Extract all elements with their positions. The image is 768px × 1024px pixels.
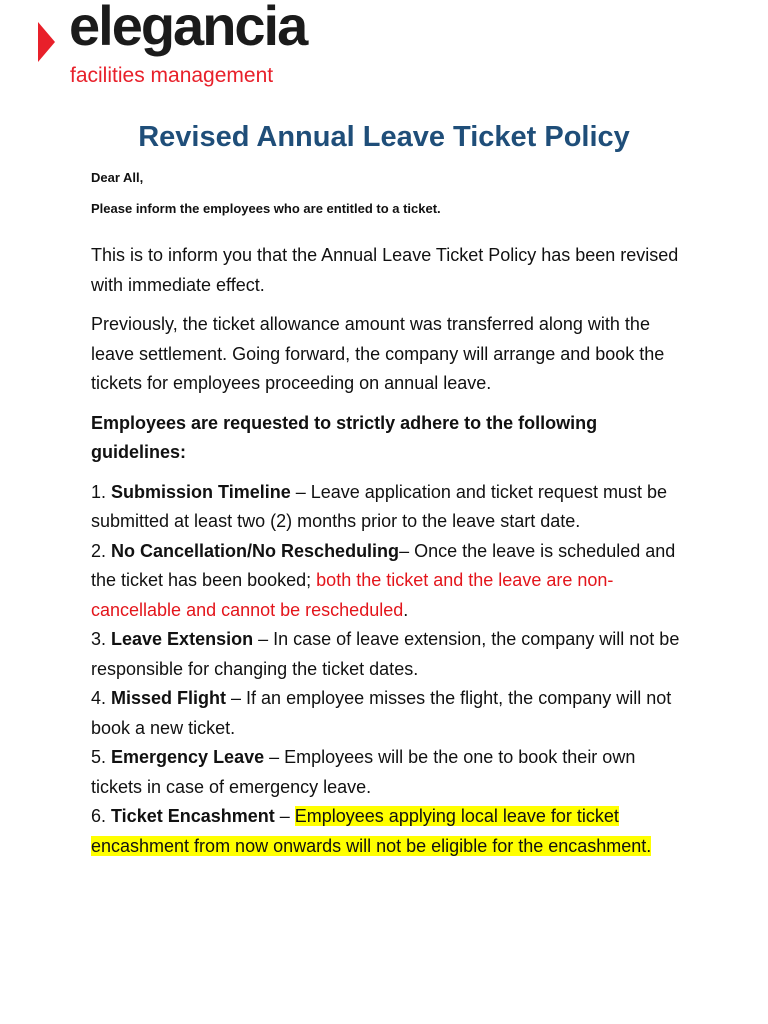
guideline-text: Once the leave is scheduled and the ticket has been booked; [91, 540, 676, 590]
guideline-separator: – [274, 806, 295, 826]
logo-wordmark: elegancia [69, 0, 307, 57]
guideline-highlighted-text: Employees applying local leave for ticket encashment from now onwards will not be eligible for the encashment. [91, 806, 652, 856]
guideline-term: Ticket Encashment [111, 806, 275, 826]
guideline-item [91, 537, 686, 626]
document-title: Revised Annual Leave Ticket Policy [138, 121, 630, 153]
guideline-number: 6. [91, 806, 112, 826]
company-logo [38, 0, 338, 88]
guideline-text: Leave application and ticket request must be submitted at least two (2) months prior to the leave start date. [91, 481, 667, 531]
guideline-term: No Cancellation/No Rescheduling [111, 540, 400, 561]
guideline-text: Employees will be the one to book their own tickets in case of emergency leave. [91, 747, 636, 797]
guideline-separator: – [253, 629, 274, 649]
document-body [91, 168, 686, 861]
guideline-separator: – [290, 481, 311, 502]
guideline-warning-text: both the ticket and the leave are non-cancellable and cannot be rescheduled [91, 570, 614, 620]
guideline-period: . [403, 599, 409, 620]
greeting: Dear All, [91, 170, 144, 185]
guideline-separator: – [226, 688, 247, 708]
guideline-item [91, 625, 686, 684]
guideline-item [91, 802, 686, 861]
guideline-term: Missed Flight [111, 688, 227, 708]
guideline-text: If an employee misses the flight, the company will not book a new ticket. [91, 688, 672, 738]
guideline-item [91, 684, 686, 743]
guideline-number: 1. [91, 481, 112, 502]
paragraph-previous: Previously, the ticket allowance amount was transferred along with the leave settlement. Going forward, the company will arrange and book the tickets for employees proceeding on annual leave. [91, 314, 665, 393]
guideline-text: In case of leave extension, the company will not be responsible for changing the ticket dates. [91, 629, 680, 679]
guideline-number: 5. [91, 747, 112, 767]
logo-arrow-icon [38, 22, 55, 62]
instruction: Please inform the employees who are entitled to a ticket. [91, 201, 441, 216]
guideline-number: 4. [91, 688, 112, 708]
guideline-item [91, 478, 686, 537]
guideline-number: 3. [91, 629, 112, 649]
guideline-term: Leave Extension [111, 629, 254, 649]
guideline-item [91, 743, 686, 802]
guidelines-heading: Employees are requested to strictly adhere to the following guidelines: [91, 412, 598, 462]
guideline-separator: – [399, 540, 415, 561]
guideline-term: Emergency Leave [111, 747, 265, 767]
guideline-term: Submission Timeline [111, 481, 291, 502]
guideline-number: 2. [91, 540, 112, 561]
guideline-separator: – [264, 747, 285, 767]
guidelines-list [91, 478, 686, 862]
paragraph-intro: This is to inform you that the Annual Leave Ticket Policy has been revised with immediate effect. [91, 245, 679, 295]
logo-subtitle: facilities management [70, 64, 274, 87]
